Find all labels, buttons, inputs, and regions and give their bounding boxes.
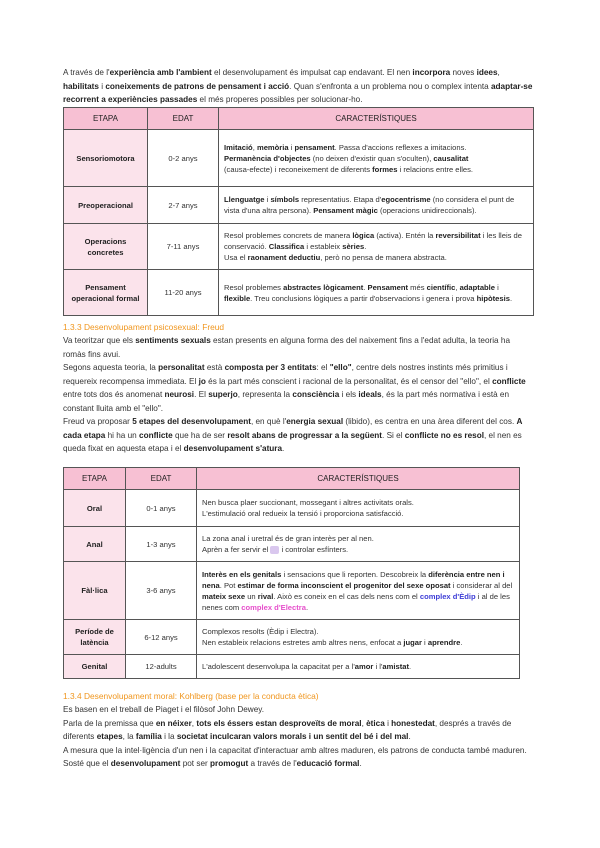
features-cell: Complexos resolts (Èdip i Electra). Nen estableix relacions estretes amb altres nens, enfocat a jugar i aprendre. [197, 620, 520, 655]
table-row [64, 490, 520, 527]
header-edat: EDAT [148, 108, 219, 130]
header-etapa: ETAPA [64, 468, 126, 490]
age-cell: 11-20 anys [148, 270, 219, 316]
table-header-row [64, 468, 520, 490]
age-cell: 6-12 anys [126, 620, 197, 655]
header-caracteristiques: CARACTERÍSTIQUES [219, 108, 534, 130]
age-cell: 3-6 anys [126, 562, 197, 620]
features-cell: La zona anal i uretral és de gran interès per al nen. Aprèn a fer servir el i controlar esfínters. [197, 527, 520, 562]
freud-stages-table [63, 467, 520, 679]
age-cell: 7-11 anys [148, 224, 219, 270]
features-cell: Imitació, memòria i pensament. Passa d'accions reflexes a imitacions. Permanència d'objectes (no deixen d'existir quan s'oculten), causalitat (causa-efecte) i reconeixement de diferents formes i relacions entre elles. [219, 130, 534, 187]
features-cell: Nen busca plaer succionant, mossegant i altres activitats orals. L'estimulació oral redueix la tensió i proporciona satisfacció. [197, 490, 520, 527]
features-cell: L'adolescent desenvolupa la capacitat per a l'amor i l'amistat. [197, 655, 520, 679]
section-heading-freud: 1.3.3 Desenvolupament psicosexual: Freud [63, 322, 225, 332]
table-row [64, 270, 534, 316]
table-row [64, 527, 520, 562]
age-cell: 12-adults [126, 655, 197, 679]
stage-cell: Oral [64, 490, 126, 527]
paragraph: Parla de la premissa que en néixer, tots els éssers estan desproveïts de moral, ètica i honestedat, després a través de diferents etapes, la família i la societat inculcaran valors morals i un sentit del bé i del mal. [63, 718, 512, 741]
stage-cell: Preoperacional [64, 187, 148, 224]
stage-cell: Període de latència [64, 620, 126, 655]
table-row [64, 620, 520, 655]
stage-cell: Fàl·lica [64, 562, 126, 620]
features-cell: Resol problemes abstractes lògicament. Pensament més científic, adaptable i flexible. Treu conclusions lògiques a partir d'observacions i genera i prova hipòtesis. [219, 270, 534, 316]
table-row [64, 224, 534, 270]
header-etapa: ETAPA [64, 108, 148, 130]
header-edat: EDAT [126, 468, 197, 490]
section-heading-kohlberg: 1.3.4 Desenvolupament moral: Kohlberg (base per la conducta ètica) [63, 691, 319, 701]
stage-cell: Sensoriomotora [64, 130, 148, 187]
header-caracteristiques: CARACTERÍSTIQUES [197, 468, 520, 490]
paragraph: Freud va proposar 5 etapes del desenvolupament, en què l'energia sexual (libido), es centra en una àrea diferent del cos. A cada etapa hi ha un conflicte que ha de ser resolt abans de progressar a la següent. Si el conflicte no es resol, el nen es queda fixat en aquesta etapa i el desenvolupament s'atura. [63, 417, 523, 453]
freud-text-block [63, 334, 535, 456]
features-cell: Llenguatge i símbols representatius. Etapa d'egocentrisme (no considera el punt de vista d'una altra persona). Pensament màgic (operacions unidireccionals). [219, 187, 534, 224]
paragraph: Va teoritzar que els sentiments sexuals estan presents en alguna forma des del naixement fins a l'edat adulta, la teoria ha romàs fins avui. [63, 336, 510, 359]
stage-cell: Genital [64, 655, 126, 679]
table-header-row [64, 108, 534, 130]
intro-paragraph: A través de l'experiència amb l'ambient el desenvolupament és impulsat cap endavant. El nen incorpora noves idees, habilitats i coneixements de patrons de pensament i acció. Quan s'enfronta a un problema nou o complex intenta adaptar-se recorrent a experiències passades el més properes possibles per solucionar-ho. [63, 68, 533, 104]
table-row [64, 562, 520, 620]
paragraph: Es basen en el treball de Piaget i el filòsof John Dewey. [63, 705, 265, 714]
age-cell: 1-3 anys [126, 527, 197, 562]
table-row [64, 130, 534, 187]
kohlberg-text-block [63, 703, 535, 771]
stage-cell: Pensament operacional formal [64, 270, 148, 316]
piaget-stages-table [63, 107, 534, 316]
features-cell: Interès en els genitals i sensacions que li reporten. Descobreix la diferència entre nen i nena. Pot estimar de forma inconscient el progenitor del sexe oposat i considerar al del mateix sexe un rival. Això es coneix en el cas dels nens com el complex d'Èdip i al de les nenes com complex d'Electra. [197, 562, 520, 620]
stage-cell: Operacions concretes [64, 224, 148, 270]
age-cell: 0-2 anys [148, 130, 219, 187]
age-cell: 2-7 anys [148, 187, 219, 224]
features-cell: Resol problemes concrets de manera lògica (activa). Entén la reversibilitat i les lleis de conservació. Classifica i estableix sèries. Usa el raonament deductiu, però no pensa de manera abstracta. [219, 224, 534, 270]
paragraph: Segons aquesta teoria, la personalitat està composta per 3 entitats: el "ello", centre dels nostres instints més primitius i requereix recompensa immediata. El jo és la part més conscient i racional de la personalitat, és el censor del "ello", el conflicte entre tots dos és anomenat neurosi. El superjo, representa la consciència i els ideals, és la part més normativa i està en constant lluita amb el "ello". [63, 363, 526, 413]
paragraph: A mesura que la intel·ligència d'un nen i la capacitat d'interactuar amb altres maduren, els patrons de conducta també maduren. Sosté que el desenvolupament pot ser promogut a través de l'educació formal. [63, 745, 527, 768]
age-cell: 0-1 anys [126, 490, 197, 527]
stage-cell: Anal [64, 527, 126, 562]
table-row [64, 655, 520, 679]
table-row [64, 187, 534, 224]
